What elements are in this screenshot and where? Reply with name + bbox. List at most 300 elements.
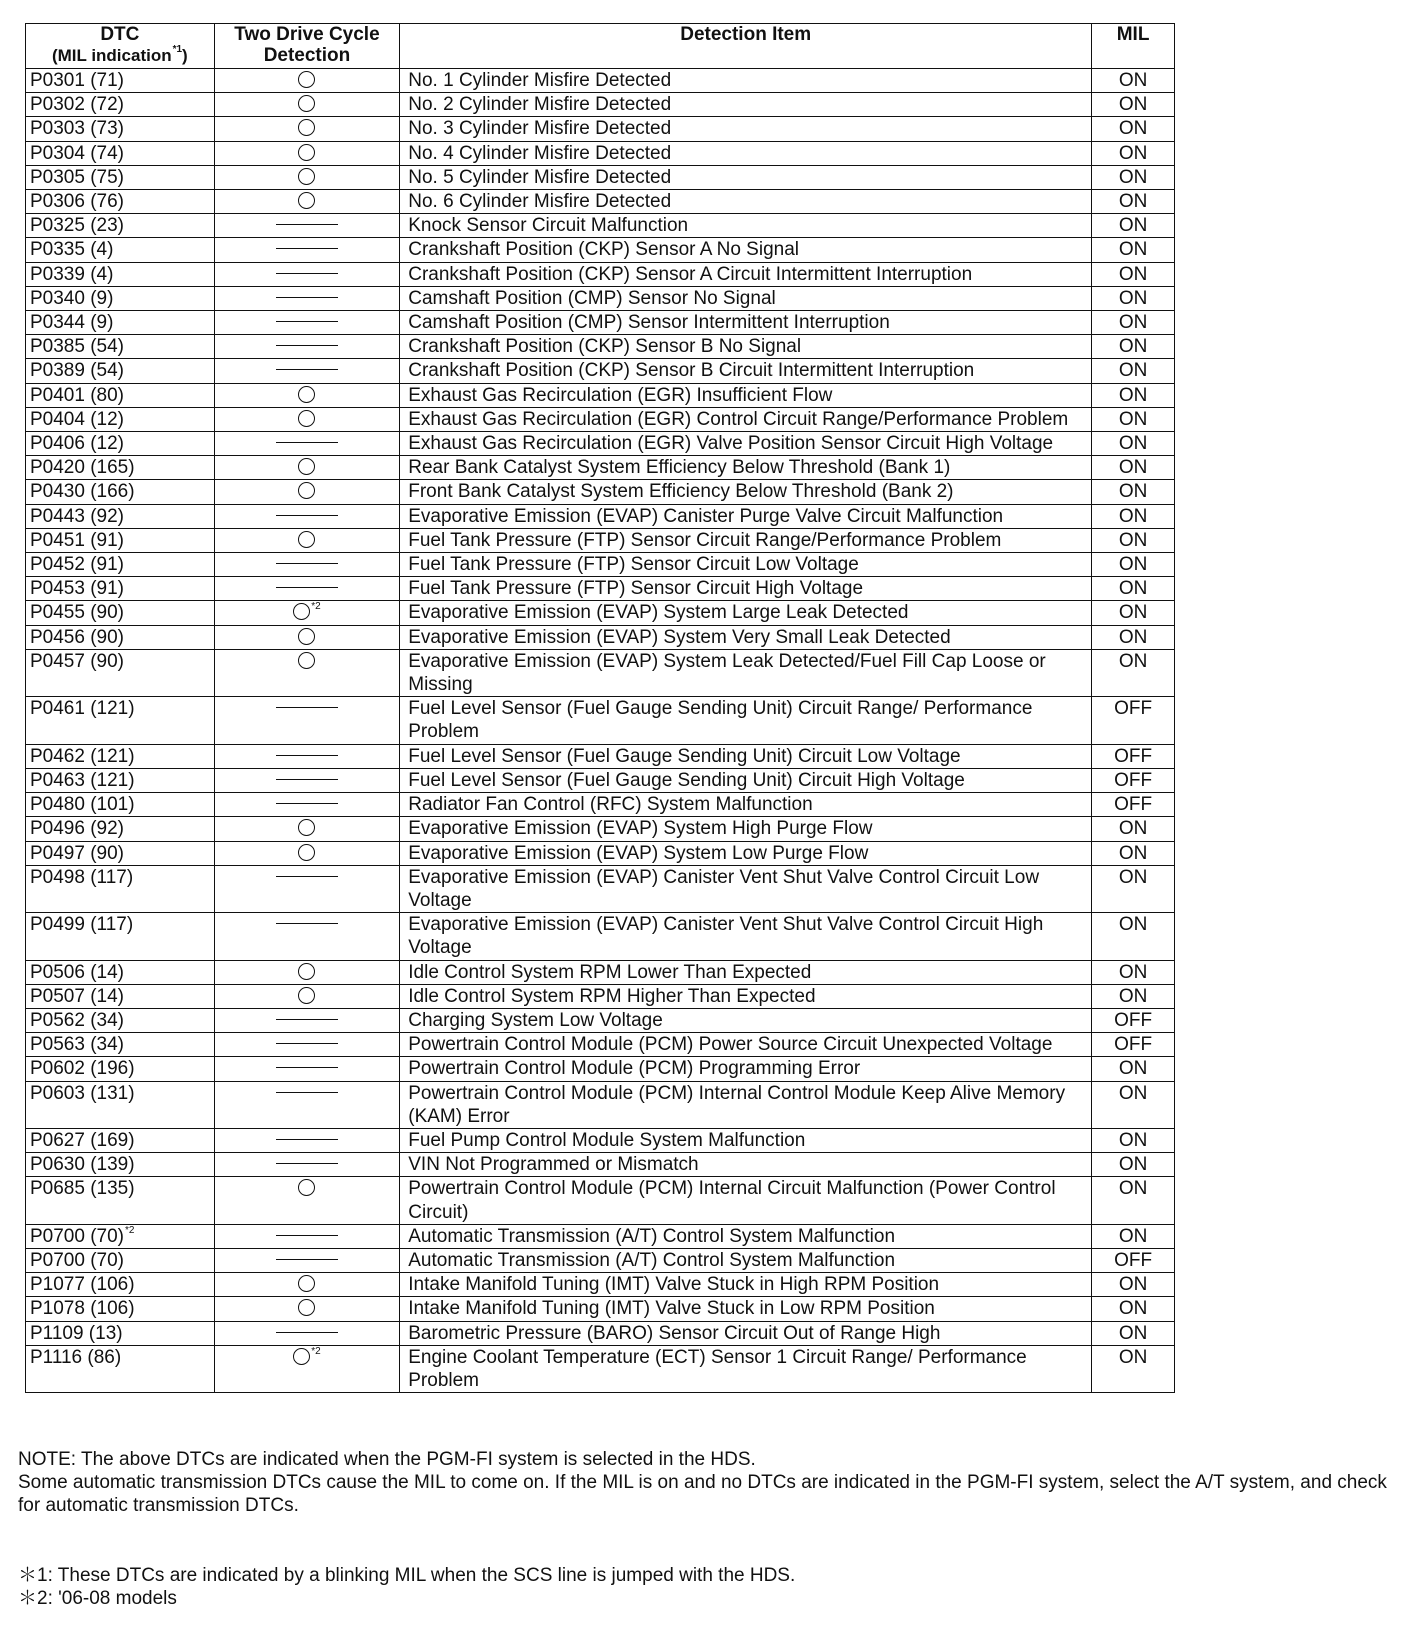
detection-item: Evaporative Emission (EVAP) System Leak Detected/Fuel Fill Cap Loose or Missing (400, 649, 1092, 696)
table-row (26, 407, 1175, 431)
dtc-code: P0685 (135) (26, 1177, 215, 1224)
detection-item: No. 1 Cylinder Misfire Detected (400, 69, 1092, 93)
mil-status: ON (1092, 817, 1175, 841)
mil-status: ON (1092, 335, 1175, 359)
detection-item: Knock Sensor Circuit Malfunction (400, 214, 1092, 238)
circle-icon (298, 410, 315, 427)
two-drive-cycle-cell (214, 311, 400, 335)
detection-item: Crankshaft Position (CKP) Sensor A Circuit Intermittent Interruption (400, 262, 1092, 286)
detection-item: Fuel Level Sensor (Fuel Gauge Sending Unit) Circuit High Voltage (400, 768, 1092, 792)
mil-status: ON (1092, 1321, 1175, 1345)
dash-icon (276, 515, 338, 516)
table-row (26, 865, 1175, 912)
mil-status: ON (1092, 960, 1175, 984)
table-row (26, 359, 1175, 383)
detection-item: Barometric Pressure (BARO) Sensor Circuit Out of Range High (400, 1321, 1092, 1345)
table-row (26, 1273, 1175, 1297)
detection-item: Evaporative Emission (EVAP) System Large Leak Detected (400, 601, 1092, 625)
mil-status: OFF (1092, 768, 1175, 792)
mil-status: OFF (1092, 793, 1175, 817)
mil-status: ON (1092, 865, 1175, 912)
mil-status: ON (1092, 480, 1175, 504)
table-header-row (26, 24, 1175, 69)
footnote-2: ＊2: '06-08 models (18, 1588, 177, 1609)
dtc-code: P0301 (71) (26, 69, 215, 93)
table-row (26, 528, 1175, 552)
circle-icon (298, 386, 315, 403)
two-drive-cycle-cell (214, 190, 400, 214)
dtc-code: P1109 (13) (26, 1321, 215, 1345)
table-row (26, 141, 1175, 165)
detection-item: Crankshaft Position (CKP) Sensor B No Signal (400, 335, 1092, 359)
two-drive-cycle-cell (214, 1224, 400, 1248)
dtc-code: P0563 (34) (26, 1033, 215, 1057)
dtc-code: P0498 (117) (26, 865, 215, 912)
circle-icon (298, 963, 315, 980)
table-row (26, 1297, 1175, 1321)
table-row (26, 1248, 1175, 1272)
table-row (26, 913, 1175, 960)
table-row (26, 817, 1175, 841)
footnote-mark: *2 (311, 601, 321, 613)
dtc-code: P0506 (14) (26, 960, 215, 984)
dash-icon (276, 248, 338, 249)
header-mil: MIL (1092, 24, 1175, 69)
detection-item: Camshaft Position (CMP) Sensor Intermittent Interruption (400, 311, 1092, 335)
dash-icon (276, 321, 338, 322)
mil-status: ON (1092, 1345, 1175, 1392)
dtc-code: P0305 (75) (26, 165, 215, 189)
mil-status: ON (1092, 984, 1175, 1008)
detection-item: Engine Coolant Temperature (ECT) Sensor 1 Circuit Range/ Performance Problem (400, 1345, 1092, 1392)
dtc-code: P0507 (14) (26, 984, 215, 1008)
dtc-code: P0385 (54) (26, 335, 215, 359)
two-drive-cycle-cell (214, 504, 400, 528)
table-row (26, 1081, 1175, 1128)
mil-status: ON (1092, 214, 1175, 238)
header-detection-item: Detection Item (400, 24, 1092, 69)
dash-icon (276, 1139, 338, 1140)
table-row (26, 744, 1175, 768)
circle-icon (298, 458, 315, 475)
table-row (26, 335, 1175, 359)
table-row (26, 1177, 1175, 1224)
two-drive-cycle-cell (214, 359, 400, 383)
dtc-code: P0451 (91) (26, 528, 215, 552)
table-row (26, 960, 1175, 984)
two-drive-cycle-cell (214, 528, 400, 552)
mil-status: ON (1092, 913, 1175, 960)
detection-item: Evaporative Emission (EVAP) System Low Purge Flow (400, 841, 1092, 865)
two-drive-cycle-cell (214, 456, 400, 480)
detection-item: Evaporative Emission (EVAP) Canister Vent Shut Valve Control Circuit Low Voltage (400, 865, 1092, 912)
dtc-code: P0456 (90) (26, 625, 215, 649)
mil-status: OFF (1092, 1008, 1175, 1032)
two-drive-cycle-cell (214, 1153, 400, 1177)
table-row (26, 190, 1175, 214)
table-row (26, 577, 1175, 601)
table-row (26, 1128, 1175, 1152)
two-drive-cycle-cell (214, 841, 400, 865)
detection-item: Powertrain Control Module (PCM) Power Source Circuit Unexpected Voltage (400, 1033, 1092, 1057)
two-drive-cycle-cell (214, 625, 400, 649)
detection-item: No. 3 Cylinder Misfire Detected (400, 117, 1092, 141)
dtc-table (25, 23, 1175, 1393)
mil-status: ON (1092, 383, 1175, 407)
table-row (26, 456, 1175, 480)
dtc-code: P0455 (90) (26, 601, 215, 625)
notes (18, 1448, 1398, 1517)
two-drive-cycle-cell (214, 865, 400, 912)
two-drive-cycle-cell (214, 1248, 400, 1272)
dash-icon (276, 707, 338, 708)
mil-status: ON (1092, 1273, 1175, 1297)
mil-status: ON (1092, 407, 1175, 431)
circle-icon (298, 482, 315, 499)
table-row (26, 553, 1175, 577)
dtc-code: P0480 (101) (26, 793, 215, 817)
dash-icon (276, 297, 338, 298)
two-drive-cycle-cell (214, 553, 400, 577)
dtc-code: P0497 (90) (26, 841, 215, 865)
dtc-code: P0496 (92) (26, 817, 215, 841)
dash-icon (276, 345, 338, 346)
dash-icon (276, 1332, 338, 1333)
two-drive-cycle-cell (214, 1057, 400, 1081)
detection-item: Crankshaft Position (CKP) Sensor A No Signal (400, 238, 1092, 262)
dtc-code: P0452 (91) (26, 553, 215, 577)
two-drive-cycle-cell (214, 383, 400, 407)
mil-status: ON (1092, 504, 1175, 528)
mil-status: ON (1092, 190, 1175, 214)
two-drive-cycle-cell (214, 286, 400, 310)
detection-item: Exhaust Gas Recirculation (EGR) Valve Position Sensor Circuit High Voltage (400, 432, 1092, 456)
dtc-code: P0304 (74) (26, 141, 215, 165)
two-drive-cycle-cell (214, 601, 400, 625)
two-drive-cycle-cell (214, 577, 400, 601)
two-drive-cycle-cell (214, 335, 400, 359)
dash-icon (276, 755, 338, 756)
mil-status: ON (1092, 432, 1175, 456)
table-row (26, 214, 1175, 238)
circle-icon (298, 628, 315, 645)
dash-icon (276, 1019, 338, 1020)
detection-item: Exhaust Gas Recirculation (EGR) Insufficient Flow (400, 383, 1092, 407)
dtc-code: P1116 (86) (26, 1345, 215, 1392)
dash-icon (276, 803, 338, 804)
detection-item: Evaporative Emission (EVAP) System High Purge Flow (400, 817, 1092, 841)
dash-icon (276, 923, 338, 924)
two-drive-cycle-cell (214, 768, 400, 792)
table-row (26, 697, 1175, 744)
mil-status: ON (1092, 1057, 1175, 1081)
dtc-table-body (26, 69, 1175, 1393)
table-row (26, 1321, 1175, 1345)
mil-status: ON (1092, 93, 1175, 117)
mil-status: ON (1092, 625, 1175, 649)
dash-icon (276, 1235, 338, 1236)
mil-status: ON (1092, 841, 1175, 865)
table-row (26, 93, 1175, 117)
footnote-mark: *2 (125, 1224, 135, 1236)
detection-item: No. 2 Cylinder Misfire Detected (400, 93, 1092, 117)
footnote-mark: *2 (311, 1345, 321, 1357)
dtc-code: P0602 (196) (26, 1057, 215, 1081)
table-row (26, 311, 1175, 335)
dtc-code: P0401 (80) (26, 383, 215, 407)
dash-icon (276, 1067, 338, 1068)
dtc-code: P0700 (70) (26, 1248, 215, 1272)
detection-item: Camshaft Position (CMP) Sensor No Signal (400, 286, 1092, 310)
detection-item: Fuel Tank Pressure (FTP) Sensor Circuit High Voltage (400, 577, 1092, 601)
two-drive-cycle-cell (214, 480, 400, 504)
mil-status: ON (1092, 553, 1175, 577)
table-row (26, 793, 1175, 817)
mil-status: OFF (1092, 1248, 1175, 1272)
two-drive-cycle-cell (214, 1008, 400, 1032)
detection-item: Idle Control System RPM Lower Than Expected (400, 960, 1092, 984)
mil-status: ON (1092, 286, 1175, 310)
detection-item: Fuel Tank Pressure (FTP) Sensor Circuit Range/Performance Problem (400, 528, 1092, 552)
circle-icon (293, 1348, 310, 1365)
detection-item: No. 5 Cylinder Misfire Detected (400, 165, 1092, 189)
dtc-code: P0303 (73) (26, 117, 215, 141)
dtc-code: P0462 (121) (26, 744, 215, 768)
dash-icon (276, 442, 338, 443)
table-row (26, 1033, 1175, 1057)
two-drive-cycle-cell (214, 744, 400, 768)
detection-item: Intake Manifold Tuning (IMT) Valve Stuck in High RPM Position (400, 1273, 1092, 1297)
footnote-1: ＊1: These DTCs are indicated by a blinking MIL when the SCS line is jumped with the HDS. (18, 1565, 796, 1586)
table-row (26, 768, 1175, 792)
mil-status: ON (1092, 456, 1175, 480)
mil-status: OFF (1092, 744, 1175, 768)
detection-item: Fuel Level Sensor (Fuel Gauge Sending Unit) Circuit Range/ Performance Problem (400, 697, 1092, 744)
circle-icon (298, 192, 315, 209)
two-drive-cycle-cell (214, 1177, 400, 1224)
two-drive-cycle-cell (214, 262, 400, 286)
dtc-code: P0463 (121) (26, 768, 215, 792)
two-drive-cycle-cell (214, 93, 400, 117)
two-drive-cycle-cell (214, 1273, 400, 1297)
detection-item: Exhaust Gas Recirculation (EGR) Control Circuit Range/Performance Problem (400, 407, 1092, 431)
dash-icon (276, 224, 338, 225)
mil-status: ON (1092, 1177, 1175, 1224)
table-row (26, 238, 1175, 262)
table-row (26, 165, 1175, 189)
mil-status: ON (1092, 359, 1175, 383)
two-drive-cycle-cell (214, 165, 400, 189)
circle-icon (298, 168, 315, 185)
mil-status: ON (1092, 577, 1175, 601)
detection-item: Automatic Transmission (A/T) Control System Malfunction (400, 1248, 1092, 1272)
dtc-code: P0457 (90) (26, 649, 215, 696)
mil-status: ON (1092, 117, 1175, 141)
circle-icon (298, 1275, 315, 1292)
dash-icon (276, 876, 338, 877)
dtc-code: P0339 (4) (26, 262, 215, 286)
dtc-code: P0306 (76) (26, 190, 215, 214)
table-row (26, 262, 1175, 286)
detection-item: Fuel Level Sensor (Fuel Gauge Sending Unit) Circuit Low Voltage (400, 744, 1092, 768)
two-drive-cycle-cell (214, 238, 400, 262)
table-row (26, 504, 1175, 528)
mil-status: ON (1092, 1153, 1175, 1177)
dtc-code: P0461 (121) (26, 697, 215, 744)
table-row (26, 984, 1175, 1008)
two-drive-cycle-cell (214, 913, 400, 960)
table-row (26, 1224, 1175, 1248)
two-drive-cycle-cell (214, 69, 400, 93)
two-drive-cycle-cell (214, 793, 400, 817)
dtc-code: P0340 (9) (26, 286, 215, 310)
two-drive-cycle-cell (214, 1321, 400, 1345)
dtc-code: P0630 (139) (26, 1153, 215, 1177)
circle-icon (293, 603, 310, 620)
two-drive-cycle-cell (214, 432, 400, 456)
detection-item: Charging System Low Voltage (400, 1008, 1092, 1032)
detection-item: Powertrain Control Module (PCM) Internal Control Module Keep Alive Memory (KAM) Error (400, 1081, 1092, 1128)
dtc-code: P0420 (165) (26, 456, 215, 480)
dash-icon (276, 563, 338, 564)
mil-status: ON (1092, 601, 1175, 625)
dtc-code: P0325 (23) (26, 214, 215, 238)
dtc-code: P0499 (117) (26, 913, 215, 960)
circle-icon (298, 71, 315, 88)
detection-item: Evaporative Emission (EVAP) Canister Vent Shut Valve Control Circuit High Voltage (400, 913, 1092, 960)
mil-status: ON (1092, 238, 1175, 262)
dtc-code: P0430 (166) (26, 480, 215, 504)
dash-icon (276, 779, 338, 780)
dtc-code: P0404 (12) (26, 407, 215, 431)
two-drive-cycle-cell (214, 1128, 400, 1152)
table-row (26, 601, 1175, 625)
circle-icon (298, 844, 315, 861)
detection-item: Crankshaft Position (CKP) Sensor B Circuit Intermittent Interruption (400, 359, 1092, 383)
footnotes (18, 1564, 795, 1610)
detection-item: Rear Bank Catalyst System Efficiency Below Threshold (Bank 1) (400, 456, 1092, 480)
mil-status: ON (1092, 262, 1175, 286)
dtc-code: P1077 (106) (26, 1273, 215, 1297)
table-row (26, 480, 1175, 504)
circle-icon (298, 144, 315, 161)
dtc-code: P0603 (131) (26, 1081, 215, 1128)
table-row (26, 625, 1175, 649)
two-drive-cycle-cell (214, 697, 400, 744)
circle-icon (298, 819, 315, 836)
table-row (26, 649, 1175, 696)
header-dtc: DTC (MIL indication$^{*1}$) (26, 24, 215, 69)
detection-item: No. 6 Cylinder Misfire Detected (400, 190, 1092, 214)
two-drive-cycle-cell (214, 141, 400, 165)
table-row (26, 1008, 1175, 1032)
circle-icon (298, 119, 315, 136)
two-drive-cycle-cell (214, 117, 400, 141)
mil-status: ON (1092, 165, 1175, 189)
two-drive-cycle-cell (214, 407, 400, 431)
table-row (26, 286, 1175, 310)
detection-item: VIN Not Programmed or Mismatch (400, 1153, 1092, 1177)
table-row (26, 117, 1175, 141)
dtc-code: P1078 (106) (26, 1297, 215, 1321)
table-row (26, 1057, 1175, 1081)
detection-item: Powertrain Control Module (PCM) Internal Circuit Malfunction (Power Control Circuit) (400, 1177, 1092, 1224)
dtc-code: P0406 (12) (26, 432, 215, 456)
table-row (26, 69, 1175, 93)
two-drive-cycle-cell (214, 214, 400, 238)
dtc-code: P0627 (169) (26, 1128, 215, 1152)
dtc-code: P0335 (4) (26, 238, 215, 262)
detection-item: Fuel Pump Control Module System Malfunction (400, 1128, 1092, 1152)
note-line-2: Some automatic transmission DTCs cause the MIL to come on. If the MIL is on and no DTCs are indicated in the PGM-FI system, select the A/T system, and check for automatic transmission DTCs. (18, 1472, 1387, 1516)
detection-item: Intake Manifold Tuning (IMT) Valve Stuck in Low RPM Position (400, 1297, 1092, 1321)
two-drive-cycle-cell (214, 960, 400, 984)
note-line-1: NOTE: The above DTCs are indicated when the PGM-FI system is selected in the HDS. (18, 1449, 756, 1470)
mil-status: ON (1092, 141, 1175, 165)
detection-item: Front Bank Catalyst System Efficiency Below Threshold (Bank 2) (400, 480, 1092, 504)
dash-icon (276, 273, 338, 274)
two-drive-cycle-cell (214, 984, 400, 1008)
table-row (26, 1345, 1175, 1392)
dtc-code: P0453 (91) (26, 577, 215, 601)
circle-icon (298, 531, 315, 548)
mil-status: ON (1092, 69, 1175, 93)
mil-status: OFF (1092, 697, 1175, 744)
two-drive-cycle-cell (214, 1081, 400, 1128)
table-row (26, 383, 1175, 407)
circle-icon (298, 1299, 315, 1316)
header-two-drive-cycle: Two Drive Cycle Detection (214, 24, 400, 69)
dash-icon (276, 1163, 338, 1164)
dtc-code: P0389 (54) (26, 359, 215, 383)
dtc-code: P0562 (34) (26, 1008, 215, 1032)
mil-status: ON (1092, 1081, 1175, 1128)
dash-icon (276, 1092, 338, 1093)
two-drive-cycle-cell (214, 817, 400, 841)
detection-item: Idle Control System RPM Higher Than Expected (400, 984, 1092, 1008)
two-drive-cycle-cell (214, 1345, 400, 1392)
circle-icon (298, 652, 315, 669)
circle-icon (298, 1179, 315, 1196)
circle-icon (298, 987, 315, 1004)
table-row (26, 432, 1175, 456)
two-drive-cycle-cell (214, 1297, 400, 1321)
mil-status: ON (1092, 1224, 1175, 1248)
detection-item: Fuel Tank Pressure (FTP) Sensor Circuit Low Voltage (400, 553, 1092, 577)
table-row (26, 1153, 1175, 1177)
detection-item: Evaporative Emission (EVAP) Canister Purge Valve Circuit Malfunction (400, 504, 1092, 528)
mil-status: ON (1092, 311, 1175, 335)
dtc-code: P0344 (9) (26, 311, 215, 335)
dtc-code: P0302 (72) (26, 93, 215, 117)
detection-item: Automatic Transmission (A/T) Control System Malfunction (400, 1224, 1092, 1248)
mil-status: OFF (1092, 1033, 1175, 1057)
dash-icon (276, 369, 338, 370)
mil-status: ON (1092, 528, 1175, 552)
mil-status: ON (1092, 1297, 1175, 1321)
dtc-code: P0443 (92) (26, 504, 215, 528)
mil-status: ON (1092, 1128, 1175, 1152)
dash-icon (276, 1043, 338, 1044)
detection-item: Radiator Fan Control (RFC) System Malfunction (400, 793, 1092, 817)
table-row (26, 841, 1175, 865)
dash-icon (276, 1259, 338, 1260)
detection-item: Evaporative Emission (EVAP) System Very Small Leak Detected (400, 625, 1092, 649)
dash-icon (276, 587, 338, 588)
circle-icon (298, 95, 315, 112)
mil-status: ON (1092, 649, 1175, 696)
detection-item: No. 4 Cylinder Misfire Detected (400, 141, 1092, 165)
